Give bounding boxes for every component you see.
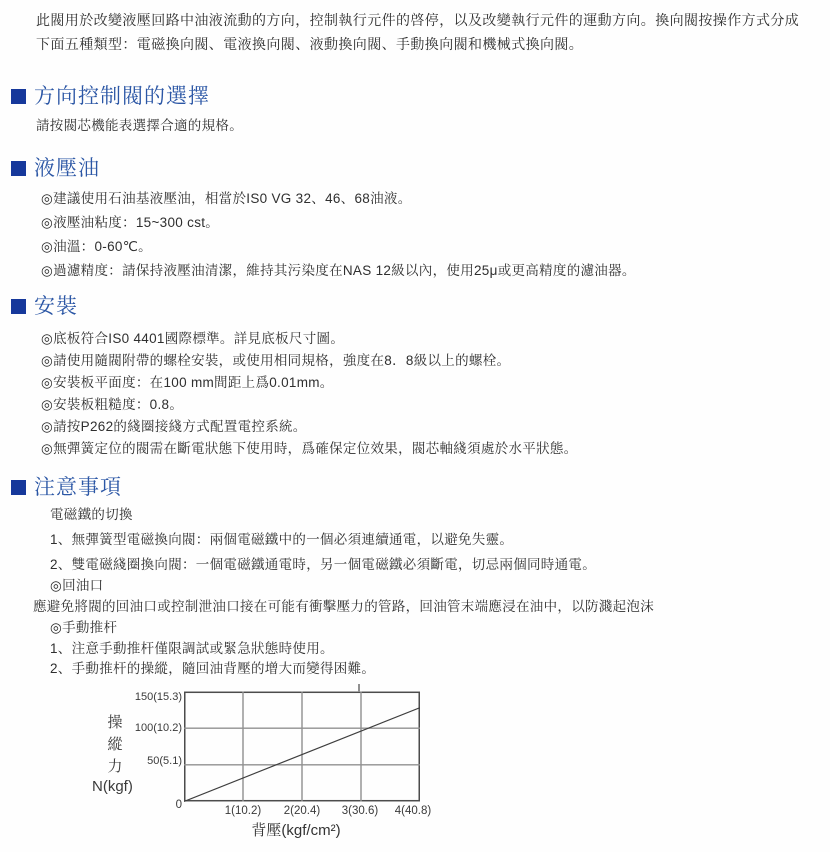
list-item: ◎手動推杆 — [50, 619, 118, 635]
list-item: 2、雙電磁綫圈換向閥：一個電磁鐵通電時，另一個電磁鐵必須斷電，切忌兩個同時通電。 — [50, 557, 597, 573]
list-item: ◎安裝板平面度：在100 mm間距上爲0.01mm。 — [41, 375, 334, 390]
section-title-hydraulic-oil: 液壓油 — [34, 157, 100, 180]
list-item: ◎建議使用石油基液壓油，相當於IS0 VG 32、46、68油液。 — [41, 191, 412, 206]
intro-line: 下面五種類型：電磁換向閥、電液換向閥、液動換向閥、手動換向閥和機械式換向閥。 — [36, 36, 584, 52]
section-line: 請按閥芯機能表選擇合適的規格。 — [36, 118, 243, 133]
y-tick-label: 150(15.3) — [134, 691, 182, 703]
section-bullet-icon — [11, 89, 26, 104]
chart-plot-svg — [184, 691, 420, 802]
intro-line: 此閥用於改變液壓回路中油液流動的方向，控制執行元件的啓停，以及改變執行元件的運動方向。換向閥按操作方式分成 — [36, 12, 800, 28]
section-bullet-icon — [11, 161, 26, 176]
section-title-installation: 安裝 — [34, 295, 78, 318]
list-item: 電磁鐵的切換 — [50, 507, 133, 522]
x-tick-label: 4(40.8) — [394, 805, 432, 817]
origin-tick-label: 0 — [175, 799, 182, 811]
y-tick-label: 50(5.1) — [147, 755, 182, 767]
list-item: 應避免將閥的回油口或控制泄油口接在可能有衝擊壓力的管路，回油管末端應浸在油中，以防濺起泡沫 — [33, 598, 654, 614]
list-item: ◎回油口 — [50, 578, 104, 594]
intro-paragraph — [36, 8, 816, 56]
section-bullet-icon — [11, 299, 26, 314]
gridline-stub — [358, 684, 360, 692]
y-axis-label-char: 操 — [107, 714, 123, 731]
list-item: ◎油溫：0-60℃。 — [41, 239, 152, 254]
list-item: ◎過濾精度：請保持液壓油清潔，維持其污染度在NAS 12級以內，使用25μ或更高精度的濾油器。 — [41, 263, 636, 278]
list-item: ◎液壓油粘度：15~300 cst。 — [41, 215, 220, 230]
installation-list — [41, 328, 577, 460]
section-title-precautions: 注意事項 — [34, 476, 122, 499]
list-item: 1、注意手動推杆僅限調試或緊急狀態時使用。 — [50, 640, 334, 656]
list-item: 2、手動推杆的操縱，隨回油背壓的增大而變得困難。 — [50, 661, 376, 677]
x-tick-label: 2(20.4) — [283, 805, 321, 817]
section-title-valve-selection: 方向控制閥的選擇 — [34, 85, 210, 108]
list-item: ◎安裝板粗糙度：0.8。 — [41, 397, 184, 412]
y-axis-label-char: 力 — [107, 758, 123, 775]
x-tick-label: 3(30.6) — [341, 805, 379, 817]
precautions-list — [33, 505, 654, 680]
chart-y-axis-unit: N(kgf) — [92, 778, 133, 795]
hydraulic-oil-list — [41, 187, 636, 283]
y-axis-label-char: 縱 — [107, 736, 123, 753]
list-item: ◎無彈簧定位的閥需在斷電狀態下使用時，爲確保定位效果，閥芯軸綫須處於水平狀態。 — [41, 441, 578, 456]
list-item: ◎請按P262的綫圈接綫方式配置電控系統。 — [41, 419, 307, 434]
y-tick-label: 100(10.2) — [134, 722, 182, 734]
x-tick-label: 1(10.2) — [224, 805, 262, 817]
list-item: 1、無彈簧型電磁換向閥：兩個電磁鐵中的一個必須連續通電，以避免失靈。 — [50, 532, 514, 548]
chart-x-axis-label: 背壓(kgf/cm²) — [251, 822, 341, 839]
section-bullet-icon — [11, 480, 26, 495]
list-item: ◎請使用隨閥附帶的螺栓安裝，或使用相同規格，強度在8．8級以上的螺栓。 — [41, 353, 511, 368]
list-item: ◎底板符合IS0 4401國際標準。詳見底板尺寸圖。 — [41, 331, 345, 346]
